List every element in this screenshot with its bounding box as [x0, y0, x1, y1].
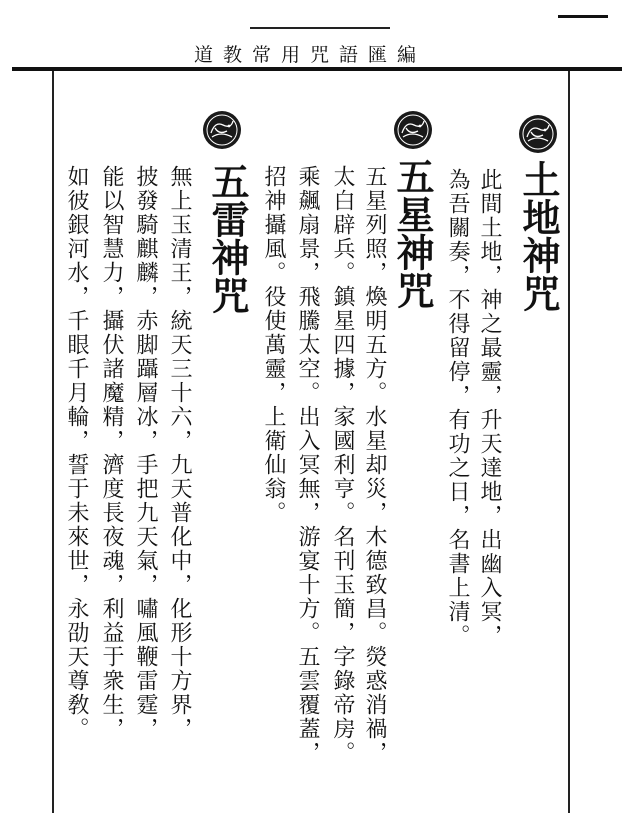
verse-line: 能以智慧力，攝伏諸魔精，濟度長夜魂，利益于衆生，: [99, 165, 124, 741]
section-title-tudi: 土地神咒: [516, 160, 561, 312]
dragon-roundel-icon: [392, 109, 434, 151]
top-ink-stroke: [250, 27, 390, 29]
verse-line: 如彼銀河水，千眼千月輪，誓于未來世，永劭天尊敎。: [64, 165, 89, 741]
verse-line: 招神攝風。役使萬靈，上衛仙翁。: [261, 165, 286, 525]
dragon-roundel-icon: [517, 113, 559, 155]
dragon-roundel-icon: [201, 109, 243, 151]
verse-line: 五星列照，煥明五方。水星却災，木德致昌。熒惑消禍，: [362, 165, 387, 765]
verse-line: 為吾關奏，不得留停，有功之日，名書上清。: [445, 168, 470, 648]
section-title-wulei: 五雷神咒: [205, 162, 250, 314]
running-title: 道教常用咒語匯編: [193, 44, 426, 66]
section-title-wuxing: 五星神咒: [390, 157, 435, 309]
verse-line: 乘飆扇景，飛騰太空。出入冥無，游宴十方。五雲覆蓋，: [295, 165, 320, 765]
verse-line: 此間土地，神之最靈，升天達地，出幽入冥，: [477, 168, 502, 648]
verse-line: 披發騎麒麟，赤脚躡層冰，手把九天氣，嘯風鞭雷霆，: [133, 165, 158, 741]
top-corner-stroke: [558, 15, 608, 18]
verse-line: 無上玉清王，統天三十六，九天普化中，化形十方界，: [167, 165, 192, 741]
verse-line: 太白辟兵。鎮星四據，家國利亨。名刊玉簡，字錄帝房。: [330, 165, 355, 765]
